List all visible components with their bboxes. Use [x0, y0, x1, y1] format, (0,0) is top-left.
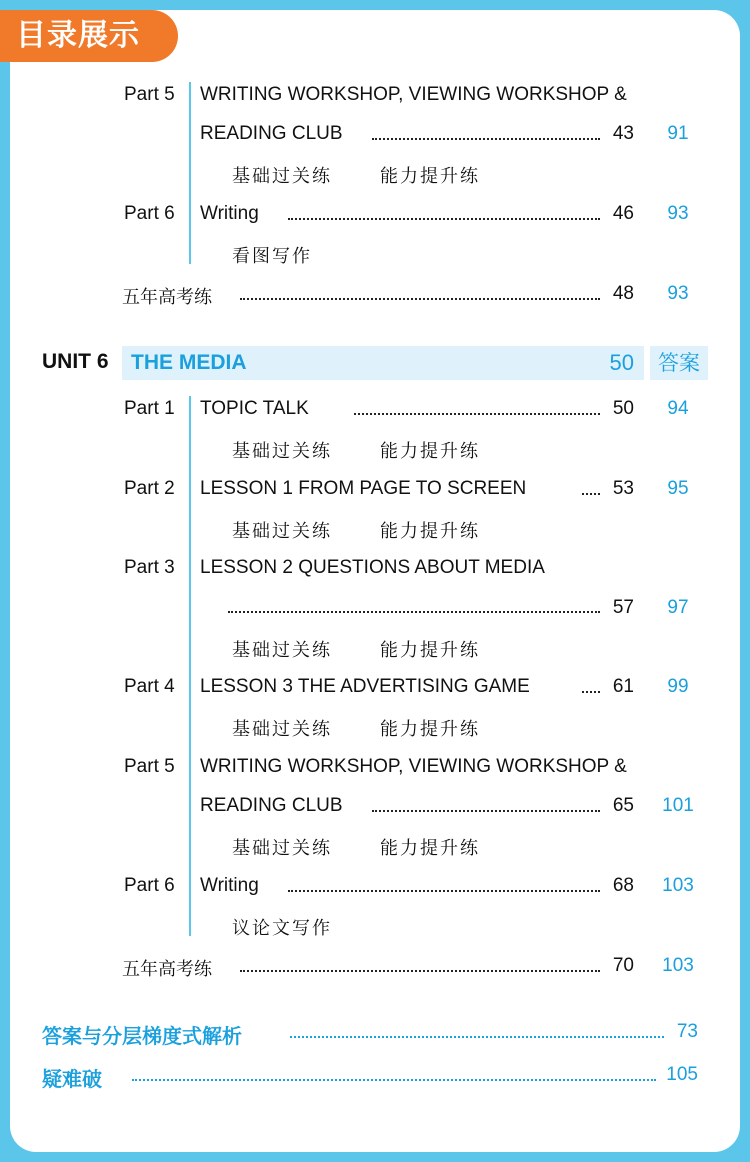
- sub-item: 能力提升练: [380, 838, 480, 859]
- part-label: Part 6: [124, 875, 175, 896]
- page-number: 61: [612, 676, 634, 697]
- part-label: Part 3: [124, 557, 175, 578]
- sub-item: 能力提升练: [380, 640, 480, 661]
- part-label: Part 4: [124, 676, 175, 697]
- page-number: 46: [612, 203, 634, 224]
- sub-item: 议论文写作: [232, 918, 332, 939]
- part-label: Part 5: [124, 756, 175, 777]
- page-number: 68: [612, 875, 634, 896]
- answer-page: 103: [662, 955, 694, 976]
- answer-page: 97: [667, 597, 689, 618]
- sub-item: 能力提升练: [380, 166, 480, 187]
- page-number: 65: [612, 795, 634, 816]
- answer-page: 101: [662, 795, 694, 816]
- part-title: WRITING WORKSHOP, VIEWING WORKSHOP &: [200, 84, 627, 105]
- sub-item: 基础过关练: [232, 719, 332, 740]
- page-frame: [10, 10, 740, 1152]
- part-label: Part 5: [124, 84, 175, 105]
- sub-item: 基础过关练: [232, 166, 332, 187]
- answer-page: 103: [662, 875, 694, 896]
- part-title: LESSON 2 QUESTIONS ABOUT MEDIA: [200, 557, 545, 578]
- part-label: Part 1: [124, 398, 175, 419]
- part-title: LESSON 3 THE ADVERTISING GAME: [200, 676, 530, 697]
- part-title-cont: READING CLUB: [200, 795, 343, 816]
- answer-page: 91: [667, 123, 689, 144]
- part-title: LESSON 1 FROM PAGE TO SCREEN: [200, 478, 527, 499]
- review-label: 五年高考练: [122, 959, 212, 980]
- unit-page-number: 50: [609, 350, 634, 375]
- page-number: 43: [612, 123, 634, 144]
- sub-item: 看图写作: [232, 246, 312, 267]
- difficult-section-label: 疑难破: [42, 1067, 102, 1091]
- section-tag: 目录展示: [0, 10, 178, 62]
- leader-dots: [240, 970, 600, 972]
- leader-dots: [132, 1079, 656, 1081]
- page-number: 53: [612, 478, 634, 499]
- sub-item: 能力提升练: [380, 441, 480, 462]
- answer-page: 95: [667, 478, 689, 499]
- sub-item: 能力提升练: [380, 521, 480, 542]
- leader-dots: [240, 298, 600, 300]
- part-divider-line: [189, 82, 191, 264]
- sub-item: 基础过关练: [232, 521, 332, 542]
- answer-page: 99: [667, 676, 689, 697]
- review-label: 五年高考练: [122, 287, 212, 308]
- leader-dots: [372, 138, 600, 140]
- leader-dots: [288, 218, 600, 220]
- leader-dots: [372, 810, 600, 812]
- leader-dots: [354, 413, 600, 415]
- part-title: TOPIC TALK: [200, 398, 309, 419]
- page-number: 48: [612, 283, 634, 304]
- answers-page-number: 73: [676, 1021, 698, 1042]
- part-title: WRITING WORKSHOP, VIEWING WORKSHOP &: [200, 756, 627, 777]
- part-divider-line: [189, 396, 191, 936]
- answer-page: 93: [667, 203, 689, 224]
- part-title-cont: READING CLUB: [200, 123, 343, 144]
- page-number: 50: [612, 398, 634, 419]
- leader-dots: [290, 1036, 664, 1038]
- unit-title: THE MEDIA: [131, 351, 247, 374]
- sub-item: 基础过关练: [232, 441, 332, 462]
- answer-page: 94: [667, 398, 689, 419]
- leader-dots: [288, 890, 600, 892]
- page-number: 57: [612, 597, 634, 618]
- unit-label: UNIT 6: [42, 350, 109, 373]
- sub-item: 基础过关练: [232, 640, 332, 661]
- part-label: Part 6: [124, 203, 175, 224]
- sub-item: 能力提升练: [380, 719, 480, 740]
- difficult-page-number: 105: [666, 1064, 698, 1085]
- answer-page: 93: [667, 283, 689, 304]
- part-title: Writing: [200, 203, 259, 224]
- leader-dots: [228, 611, 600, 613]
- page-number: 70: [612, 955, 634, 976]
- answer-column-header: 答案: [650, 346, 708, 380]
- part-label: Part 2: [124, 478, 175, 499]
- sub-item: 基础过关练: [232, 838, 332, 859]
- answers-section-label: 答案与分层梯度式解析: [42, 1024, 242, 1048]
- part-title: Writing: [200, 875, 259, 896]
